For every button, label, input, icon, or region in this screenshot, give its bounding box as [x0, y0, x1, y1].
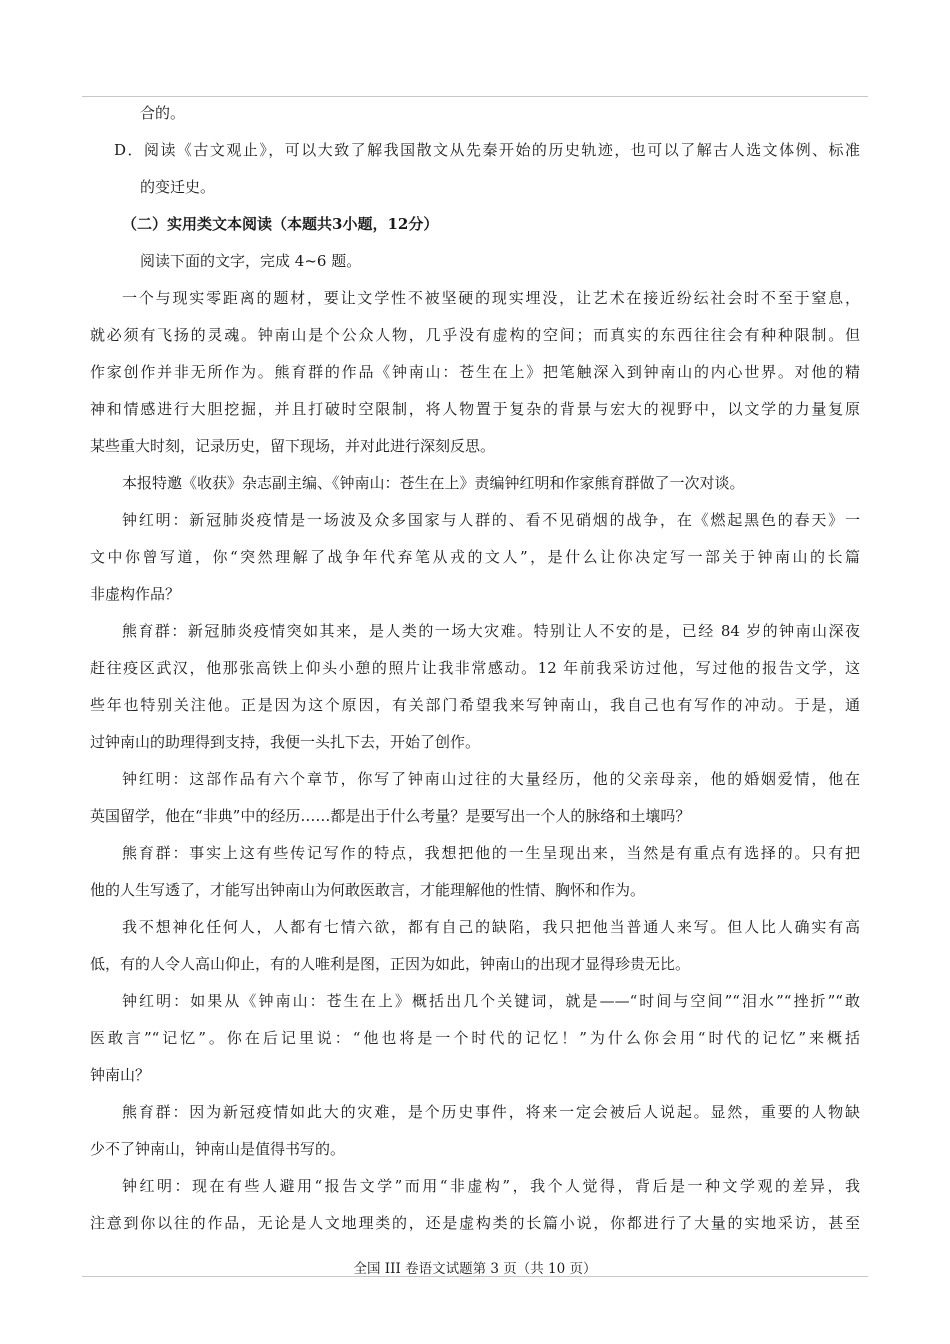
dialogue-line: 非虚构作品？ — [90, 585, 181, 603]
page-content — [90, 95, 860, 1242]
dialogue-line: 些年也特别关注他。正是因为这个原因，有关部门希望我来写钟南山，我自己也有写作的冲动。于是，通 — [90, 696, 860, 714]
dialogue-line: 钟红明：如果从《钟南山：苍生在上》概括出几个关键词，就是——“时间与空间”“泪水”“挫折”“敢 — [122, 992, 860, 1010]
dialogue-line: 医敢言”“记忆”。你在后记里说：“他也将是一个时代的记忆！”为什么你会用“时代的记忆”来概括 — [90, 1029, 860, 1047]
dialogue-line: 熊育群：因为新冠疫情如此大的灾难，是个历史事件，将来一定会被后人说起。显然，重要的人物缺 — [122, 1103, 860, 1121]
dialogue-line: 注意到你以往的作品，无论是人文地理类的，还是虚构类的长篇小说，你都进行了大量的实地采访，甚至 — [90, 1214, 860, 1232]
dialogue-line: 钟南山？ — [90, 1066, 151, 1084]
section-heading: （二）实用类文本阅读（本题共3小题，12分） — [122, 215, 439, 233]
dialogue-line: 他的人生写透了，才能写出钟南山为何敢医敢言，才能理解他的性情、胸怀和作为。 — [90, 881, 646, 899]
dialogue-line: 英国留学，他在“非典”中的经历……都是出于什么考量？是要写出一个人的脉络和土壤吗？ — [90, 807, 691, 825]
dialogue-line: 钟红明：现在有些人避用“报告文学”而用“非虚构”，我个人觉得，背后是一种文学观的差异，我 — [122, 1177, 860, 1195]
dialogue-line: 熊育群：新冠肺炎疫情突如其来，是人类的一场大灾难。特别让人不安的是，已经 84 岁的钟南山深夜 — [122, 622, 860, 640]
instruction-line: 阅读下面的文字，完成 4~6 题。 — [140, 252, 362, 270]
dialogue-line: 我不想神化任何人，人都有七情六欲，都有自己的缺陷，我只把他当普通人来写。但人比人确实有高 — [122, 918, 860, 936]
page-footer: 全国 III 卷语文试题第 3 页（共 10 页） — [353, 1261, 597, 1277]
text-line: 合的。 — [140, 104, 186, 122]
paragraph-line: 某些重大时刻，记录历史，留下现场，并对此进行深刻反思。 — [90, 437, 496, 455]
option-d-line: D．阅读《古文观止》，可以大致了解我国散文从先秦开始的历史轨迹，也可以了解古人选文体例、标准 — [114, 141, 860, 159]
dialogue-line: 钟红明：这部作品有六个章节，你写了钟南山过往的大量经历，他的父亲母亲，他的婚姻爱情，他在 — [122, 770, 860, 788]
dialogue-line: 熊育群：事实上这有些传记写作的特点，我想把他的一生呈现出来，当然是有重点有选择的。只有把 — [122, 844, 860, 862]
paragraph-line: 就必须有飞扬的灵魂。钟南山是个公众人物，几乎没有虚构的空间；而真实的东西往往会有种种限制。但 — [90, 326, 860, 344]
text-line: 的变迁史。 — [140, 178, 216, 196]
dialogue-line: 文中你曾写道，你“突然理解了战争年代弃笔从戎的文人”，是什么让你决定写一部关于钟南山的长篇 — [90, 548, 860, 566]
dialogue-line: 少不了钟南山，钟南山是值得书写的。 — [90, 1140, 346, 1158]
dialogue-line: 低，有的人令人高山仰止，有的人唯利是图，正因为如此，钟南山的出现才显得珍贵无比。 — [90, 955, 691, 973]
dialogue-line: 过钟南山的助理得到支持，我便一头扎下去，开始了创作。 — [90, 733, 481, 751]
paragraph-line: 一个与现实零距离的题材，要让文学性不被坚硬的现实埋没，让艺术在接近纷纭社会时不至于窒息， — [122, 289, 860, 307]
paragraph-line: 作家创作并非无所作为。熊育群的作品《钟南山：苍生在上》把笔触深入到钟南山的内心世界。对他的精 — [90, 363, 860, 381]
dialogue-line: 钟红明：新冠肺炎疫情是一场波及众多国家与人群的、看不见硝烟的战争，在《燃起黑色的春天》一 — [122, 511, 860, 529]
paragraph-line: 本报特邀《收获》杂志副主编、《钟南山：苍生在上》责编钟红明和作家熊育群做了一次对谈。 — [122, 474, 745, 492]
dialogue-line: 赶往疫区武汉，他那张高铁上仰头小憩的照片让我非常感动。12 年前我采访过他，写过他的报告文学，这 — [90, 659, 860, 677]
paragraph-line: 神和情感进行大胆挖掘，并且打破时空限制，将人物置于复杂的背景与宏大的视野中，以文学的力量复原 — [90, 400, 860, 418]
